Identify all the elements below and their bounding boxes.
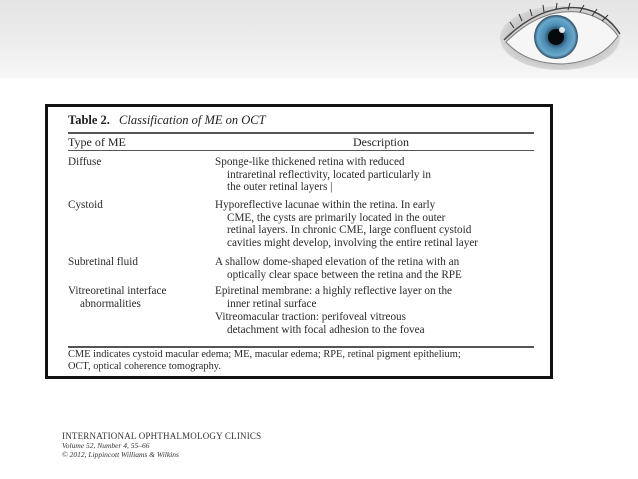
desc-line: CME, the cysts are primarily located in the outer: [227, 211, 446, 224]
row-diffuse-description: [215, 156, 431, 194]
desc-line: retinal layers. In chronic CME, large confluent cystoid: [227, 224, 472, 236]
desc-line: Epiretinal membrane: a highly reflective layer on the: [215, 285, 453, 297]
journal-copyright: © 2012, Lippincott Williams & Wilkins: [62, 450, 179, 459]
desc-line: detachment with focal adhesion to the fovea: [227, 323, 425, 336]
table-header-rule: [68, 150, 534, 151]
row-cystoid-description: [215, 199, 478, 249]
desc-line: optically clear space between the retina and the RPE: [227, 268, 462, 281]
desc-line: intraretinal reflectivity, located particularly in: [227, 168, 431, 181]
journal-name: INTERNATIONAL OPHTHALMOLOGY CLINICS: [62, 431, 262, 441]
type-line: Vitreoretinal interface: [68, 285, 167, 297]
journal-volume: Volume 52, Number 4, 55–66: [62, 441, 150, 450]
table-title: [68, 113, 266, 128]
table-frame: [45, 104, 553, 379]
eye-icon: [500, 2, 622, 72]
table-top-rule: [68, 132, 534, 134]
type-line: abnormalities: [80, 297, 141, 310]
type-line: Diffuse: [68, 156, 102, 168]
table-bottom-rule: [68, 346, 534, 348]
row-vitreoretinal-description: [215, 285, 452, 336]
journal-citation: [62, 431, 261, 459]
row-vitreoretinal-type: [68, 285, 166, 310]
row-cystoid-type: [68, 199, 103, 212]
table-footnote: [68, 349, 461, 374]
desc-line: cavities might develop, involving the entire retinal layer: [227, 236, 479, 249]
header-banner: [0, 0, 638, 78]
desc-line: Hyporeflective lacunae within the retina. In early: [215, 199, 436, 211]
desc-line: the outer retinal layers |: [227, 181, 333, 193]
column-header-description: Description: [353, 135, 409, 149]
desc-line: Vitreomacular traction: perifoveal vitreous: [215, 311, 406, 323]
row-subretinal-fluid-description: [215, 256, 462, 281]
row-diffuse-type: [68, 156, 101, 169]
table-number: Table 2.: [68, 113, 110, 127]
column-header-type: Type of ME: [68, 135, 126, 149]
desc-line: A shallow dome-shaped elevation of the retina with an: [215, 256, 460, 268]
table-caption: Classification of ME on OCT: [119, 113, 266, 127]
type-line: Cystoid: [68, 199, 103, 211]
desc-line: inner retinal surface: [227, 297, 317, 310]
row-subretinal-fluid-type: [68, 256, 138, 269]
footnote-line: CME indicates cystoid macular edema; ME, macular edema; RPE, retinal pigment epithelium;: [68, 349, 461, 360]
desc-line: Sponge-like thickened retina with reduced: [215, 156, 405, 168]
type-line: Subretinal fluid: [68, 256, 138, 268]
footnote-line: OCT, optical coherence tomography.: [68, 361, 221, 373]
